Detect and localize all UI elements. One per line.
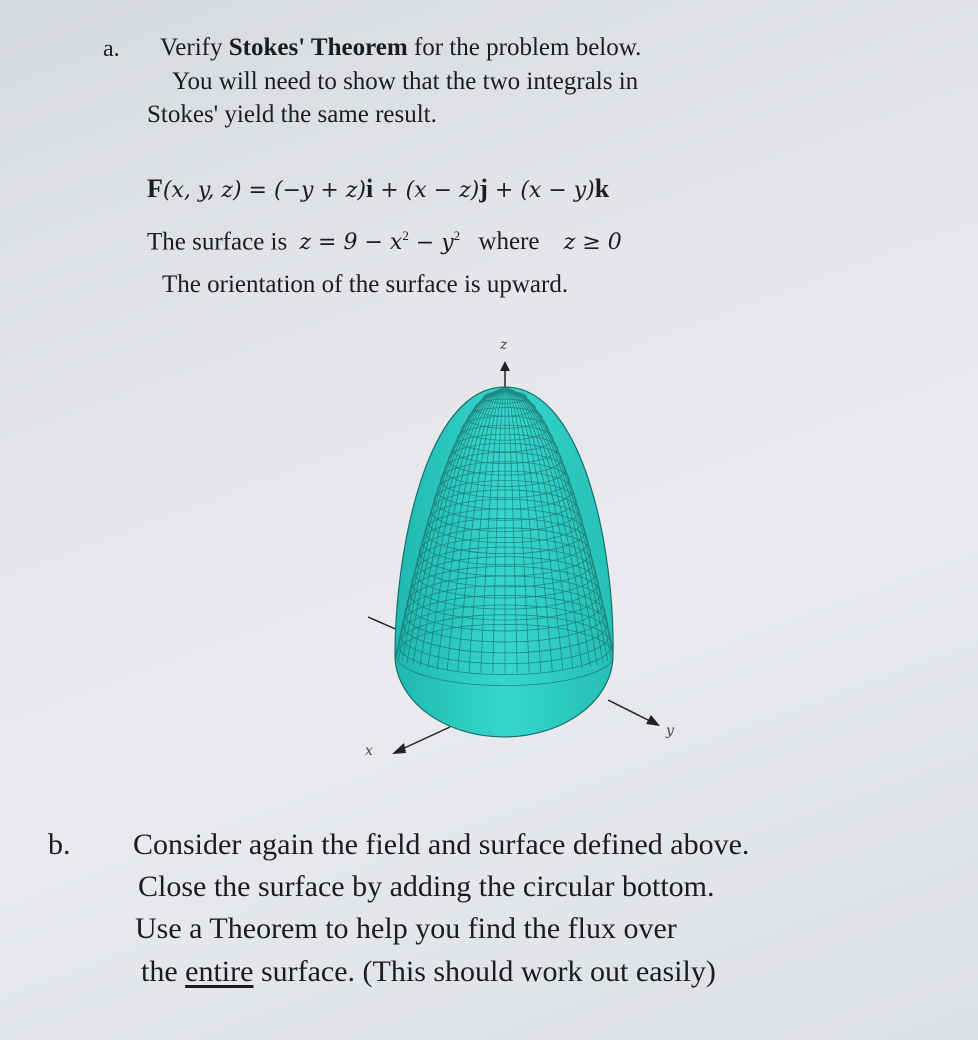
part-a-line-1 xyxy=(160,34,641,62)
stokes-theorem-term: Stokes' Theorem xyxy=(228,34,408,61)
surface-pre: The surface is xyxy=(147,228,288,256)
orientation-line: The orientation of the surface is upward. xyxy=(162,271,569,298)
surface-line xyxy=(147,228,622,256)
y-axis-label: y xyxy=(666,723,674,739)
paraboloid-figure xyxy=(340,325,700,775)
z-axis-label: z xyxy=(500,337,508,353)
surface-condition: z ≥ 0 xyxy=(563,230,622,256)
surface-eq-b: − y xyxy=(408,230,454,256)
part-b-line-1: Consider again the field and surface defined above. xyxy=(133,828,750,861)
part-a-line-1-post: for the problem below. xyxy=(407,34,642,61)
entire-underlined: entire xyxy=(185,955,254,988)
y-axis-line xyxy=(608,700,650,721)
field-k: k xyxy=(594,174,610,203)
vector-field-formula xyxy=(147,174,609,204)
part-a-label: a. xyxy=(103,36,120,62)
x-axis-front-line xyxy=(400,727,450,750)
z-axis-arrowhead xyxy=(500,361,510,371)
part-a-line-3: Stokes' yield the same result. xyxy=(147,101,437,128)
field-mid-2: + (x − y) xyxy=(487,178,595,203)
field-i: i xyxy=(366,174,374,203)
surface-eq-a: z = 9 − x xyxy=(299,230,403,256)
y-axis-arrowhead xyxy=(646,715,660,726)
part-b-label: b. xyxy=(48,828,71,861)
surface-where: where xyxy=(478,228,540,256)
part-b-line-4-post: surface. (This should work out easily) xyxy=(253,955,716,988)
part-b-line-4 xyxy=(141,955,716,989)
part-a-line-2: You will need to show that the two integrals in xyxy=(172,68,639,95)
field-args: (x, y, z) = (−y + z) xyxy=(162,178,366,203)
x-axis-label: x xyxy=(365,743,373,759)
part-a-line-1-pre: Verify xyxy=(160,34,229,61)
part-b-line-2: Close the surface by adding the circular bottom. xyxy=(138,870,715,903)
surface-exp-y: 2 xyxy=(453,228,461,243)
field-j: j xyxy=(479,174,488,203)
field-F: F xyxy=(147,174,163,203)
part-b-line-4-pre: the xyxy=(141,955,186,988)
part-b-line-3: Use a Theorem to help you find the flux over xyxy=(135,912,677,945)
x-axis-arrowhead xyxy=(392,743,406,754)
surface-exp-x: 2 xyxy=(402,228,409,243)
field-mid-1: + (x − z) xyxy=(373,178,480,203)
